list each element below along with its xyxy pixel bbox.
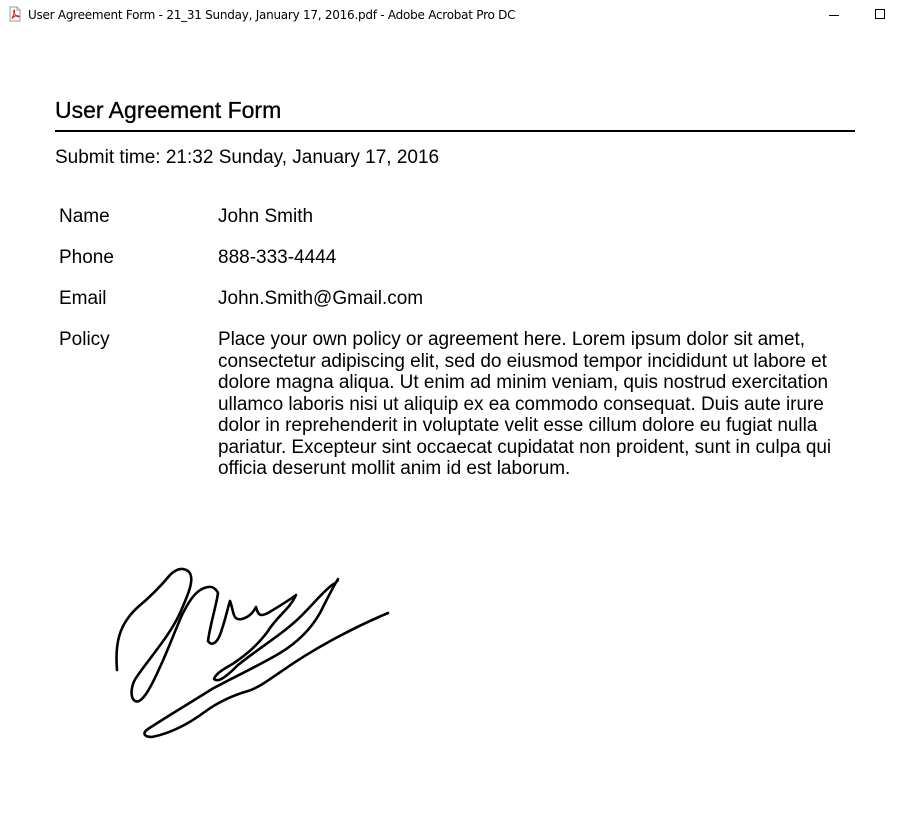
submit-time: Submit time: 21:32 Sunday, January 17, 2016 [55, 147, 440, 168]
field-value-phone: 888-333-4444 [218, 247, 337, 268]
title-divider [55, 130, 855, 132]
field-label-phone: Phone [59, 247, 114, 268]
maximize-icon [875, 9, 885, 19]
pdf-icon [7, 6, 23, 22]
minimize-button[interactable] [811, 0, 857, 30]
form-title: User Agreement Form [55, 97, 282, 123]
field-value-policy: Place your own policy or agreement here. Lorem ipsum dolor sit amet, consectetur adipiscing elit, sed do eiusmod tempor incididunt ut labore et dolore magna aliqua. Ut enim ad minim veniam, quis nostrud exercitation ullamco laboris nisi ut aliquip ex ea commodo consequat. Duis aute irure dolor in reprehenderit in voluptate velit esse cillum dolore eu fugiat nulla pariatur. Excepteur sint occaecat cupidatat non proident, sunt in culpa qui officia deserunt mollit anim id est laborum. [218, 329, 832, 479]
field-value-email: John.Smith@Gmail.com [218, 288, 424, 309]
field-label-email: Email [59, 288, 107, 309]
document-page [0, 30, 908, 838]
window-title: User Agreement Form - 21_31 Sunday, January 17, 2016.pdf - Adobe Acrobat Pro DC [28, 8, 516, 22]
signature-image [110, 555, 400, 745]
field-value-name: John Smith [218, 206, 314, 227]
maximize-button[interactable] [857, 0, 903, 30]
minimize-icon [829, 15, 839, 16]
field-label-name: Name [59, 206, 110, 227]
title-bar[interactable] [0, 0, 908, 30]
field-label-policy: Policy [59, 329, 110, 350]
